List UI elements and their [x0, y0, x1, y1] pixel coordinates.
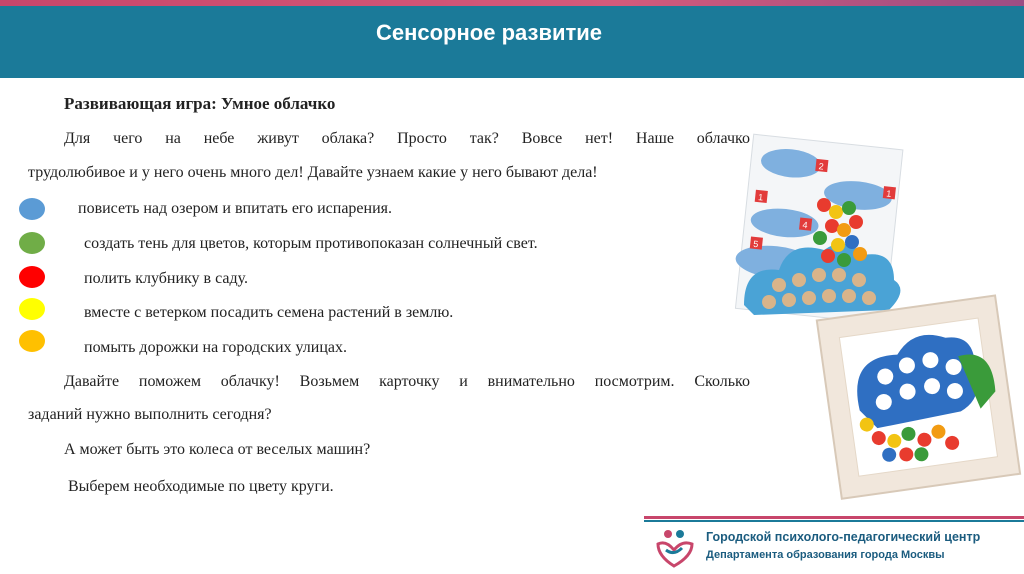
task-1: повисеть над озером и впитать его испарения. — [78, 200, 392, 217]
page-title: Сенсорное развитие — [375, 20, 603, 45]
footer-dept-name: Департамента образования города Москвы — [706, 549, 945, 561]
help-line-2: заданий нужно выполнить сегодня? — [28, 406, 272, 423]
footer-divider — [644, 516, 1024, 519]
instruction-line: Выберем необходимые по цвету круги. — [68, 478, 334, 495]
red-circle — [19, 266, 45, 288]
card-number: 4 — [802, 219, 809, 231]
blue-circle — [19, 198, 45, 220]
card-number: 1 — [757, 192, 764, 203]
green-circle — [19, 232, 45, 254]
help-line-1: Давайте поможем облачку! Возьмем карточку и внимательно посмотрим. Сколько — [64, 373, 750, 390]
card-number: 5 — [752, 238, 759, 250]
task-5: помыть дорожки на городских улицах. — [84, 339, 348, 356]
intro-line-1: Для чего на небе живут облака? Просто так? Вовсе нет! Наше облачко — [64, 130, 750, 147]
game-box — [817, 295, 1020, 498]
intro-line-2: трудолюбивое и у него очень много дел! Давайте узнаем какие у него бывают дела! — [28, 164, 598, 181]
header-stripe — [0, 0, 1024, 6]
question-line: А может быть это колеса от веселых машин? — [64, 441, 371, 458]
task-4: вместе с ветерком посадить семена растений в землю. — [84, 304, 454, 321]
center-logo-icon — [652, 526, 698, 568]
game-photo — [724, 130, 1024, 500]
game-heading: Развивающая игра: Умное облачко — [64, 94, 336, 113]
yellow-circle — [19, 298, 45, 320]
header-bar — [0, 0, 1024, 78]
orange-circle — [19, 330, 45, 352]
footer-org-name: Городской психолого-педагогический центр — [706, 530, 981, 544]
card-number: 1 — [885, 188, 892, 199]
task-2: создать тень для цветов, которым противопоказан солнечный свет. — [84, 235, 538, 252]
task-3: полить клубнику в саду. — [84, 270, 249, 287]
card-number: 2 — [818, 161, 825, 172]
footer-divider-secondary — [644, 520, 1024, 522]
